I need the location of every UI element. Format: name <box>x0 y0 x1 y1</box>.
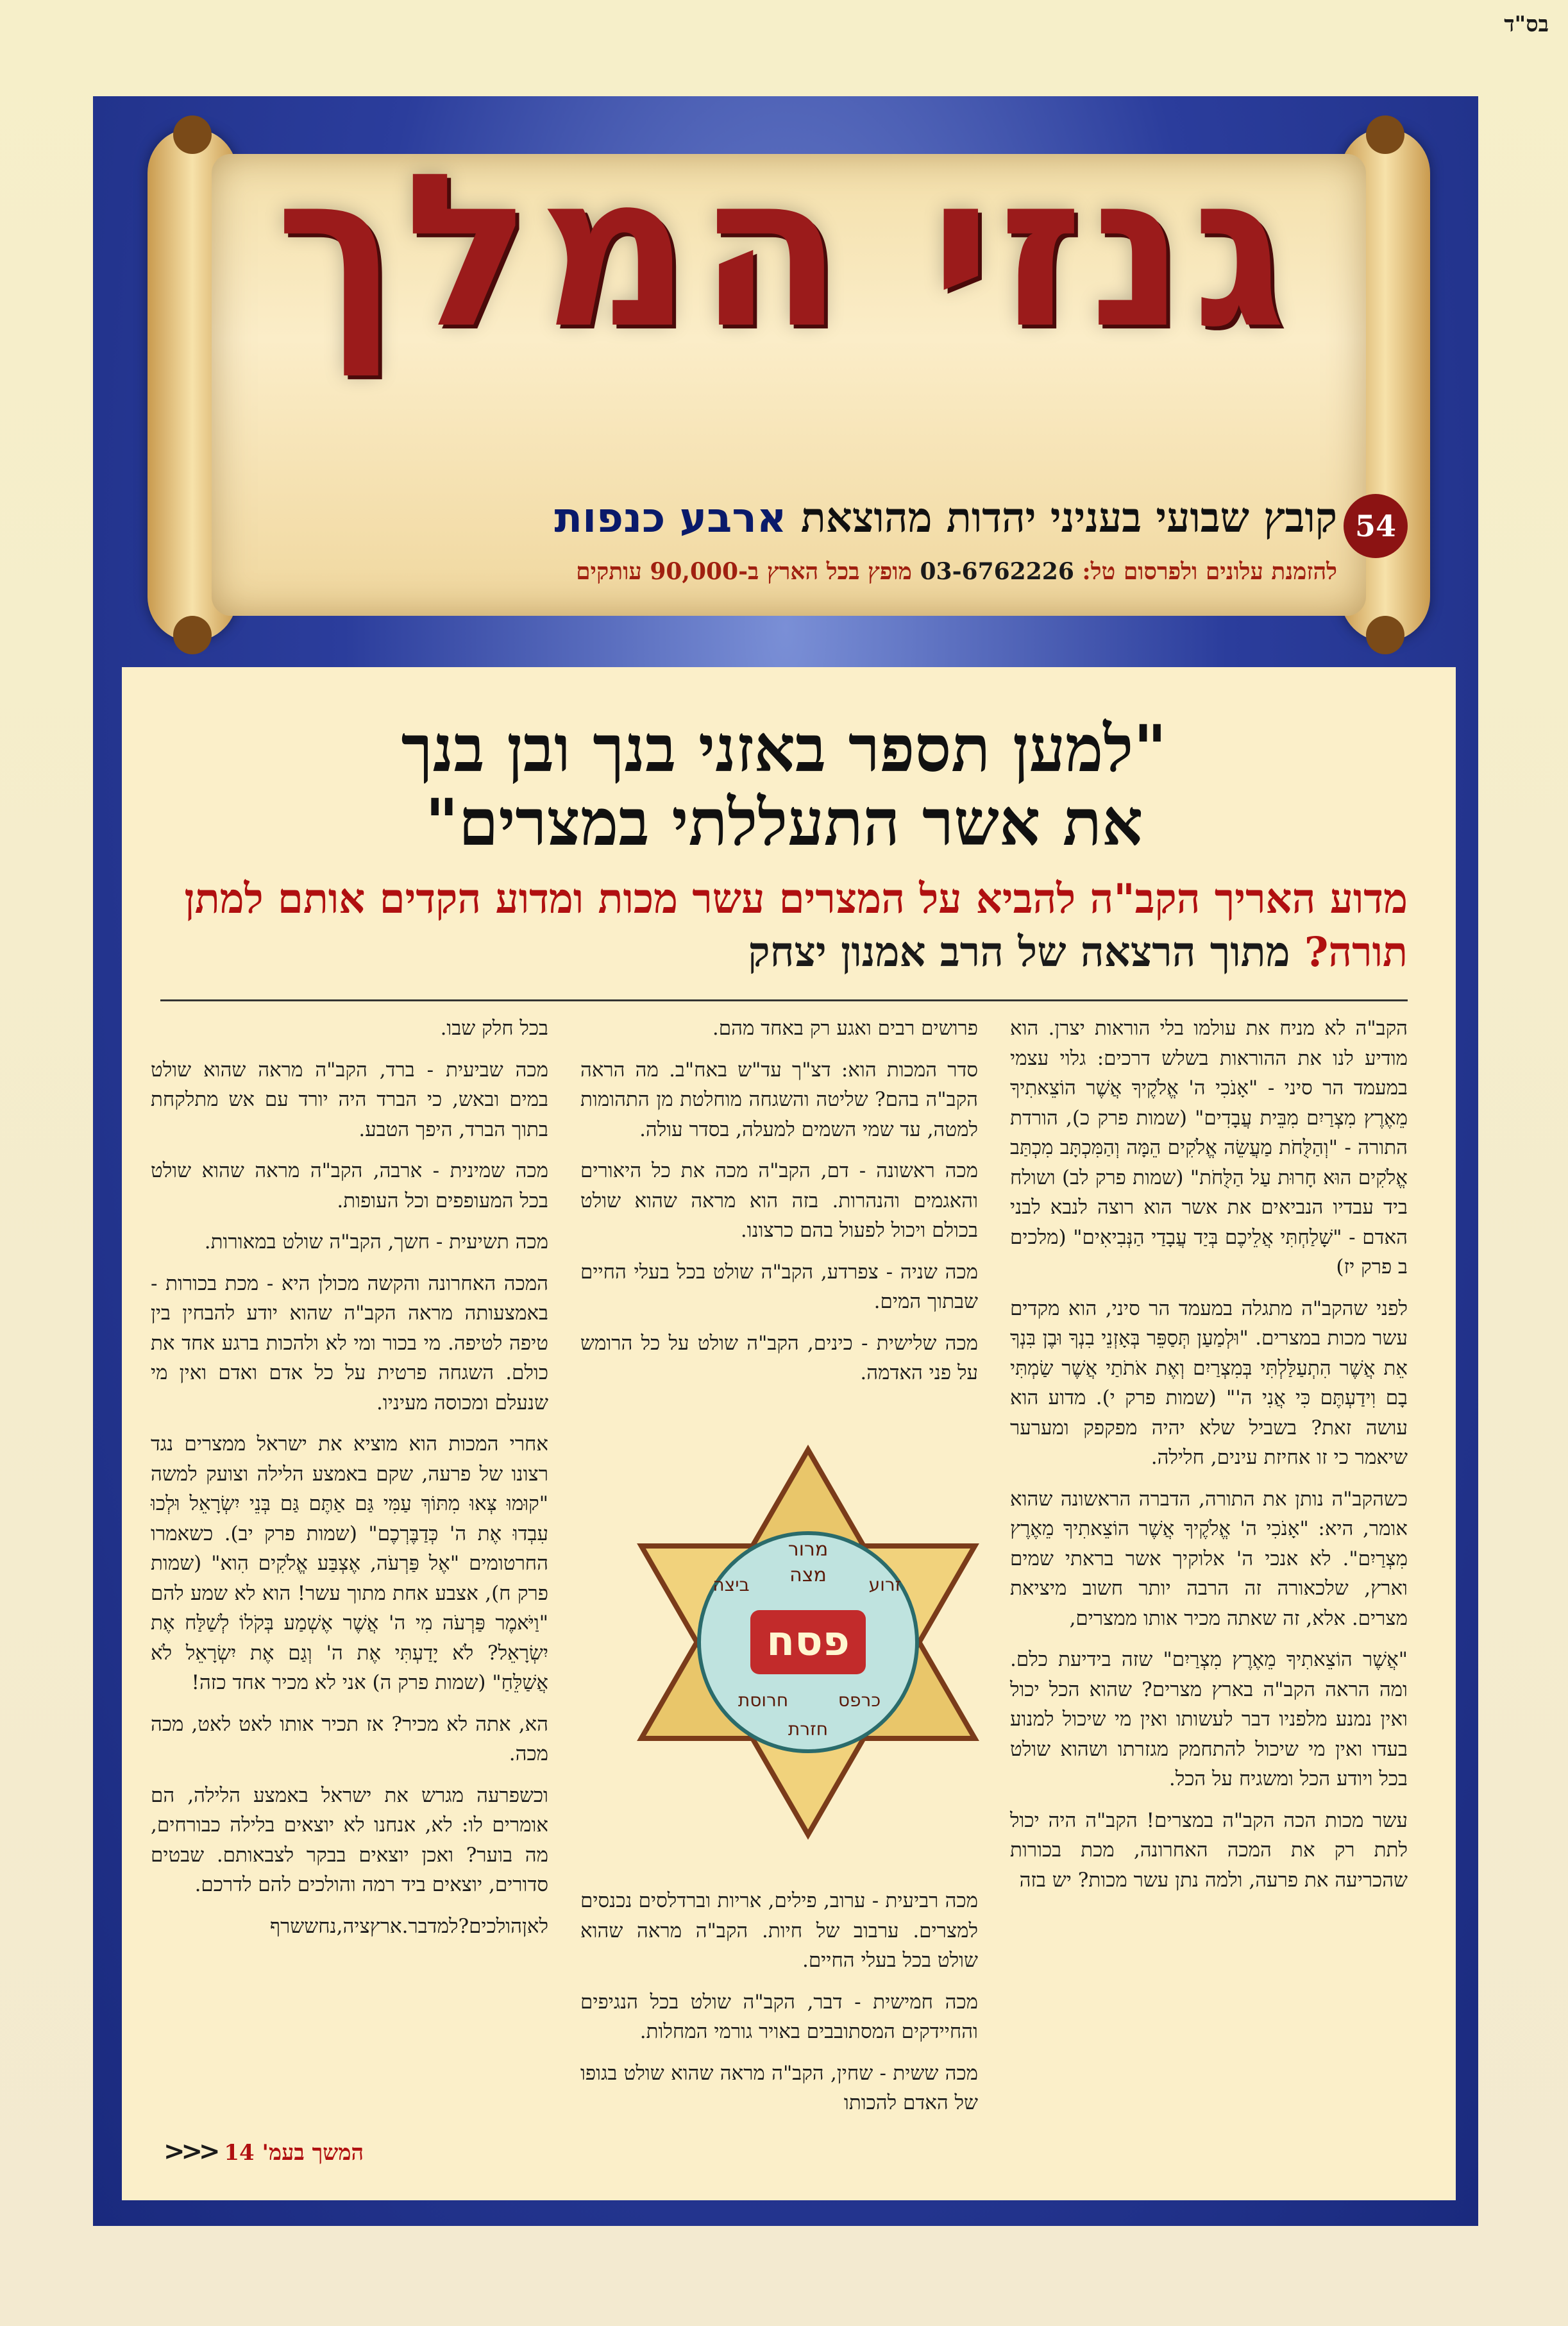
emblem-word: חרוסת <box>738 1690 789 1711</box>
paragraph: בכל חלק שבו. <box>440 1017 548 1040</box>
emblem-word: כרפס <box>838 1690 881 1711</box>
column-2-bottom <box>580 1886 978 2130</box>
paragraph: המכה האחרונה והקשה מכולן היא - מכת בכורות - באמצעותה מראה הקב"ה שהוא יודע להבחין בין טיפה לטיפה. מי בכור ומי לא ולהכות ברגע אחד את כולם. השגחה פרטית על כל אדם ואדם ואין מי שנעלם ומכוסה מעיניו. <box>151 1271 548 1414</box>
contact-phone: 03-6762226 <box>920 558 1074 585</box>
paragraph: מכה ראשונה - דם, הקב"ה מכה את כל היאורים והאגמים והנהרות. בזה הוא מראה שהוא שולט בכולם ויכול לפעול בהם כרצונו. <box>580 1159 978 1242</box>
passover-star-emblem <box>628 1443 988 1841</box>
subheadline-question: מדוע האריך הקב"ה להביא על המצרים עשר מכות ומדוע הקדים אותם למתן תורה? <box>184 875 1408 977</box>
subheadline <box>160 872 1408 979</box>
paragraph: אחרי המכות הוא מוציא את ישראל ממצרים נגד רצונו של פרעה, שקם באמצע הלילה וצועק למשה "קוּמוּ צְּאוּ מִתּוֹךְ עַמִּי גַּם אַתֶּם גַּם בְּנֵי יִשְׂרָאֵל וּלְכוּ עִבְדוּ אֶת ה' כְּדַבֶּרְכֶם" (שמות פרק יב). כשאמרו החרטומים "אֶל פַּרְעֹה, אֶצְבַּע אֱלֹקִים הִוא" (שמות פרק ח), אצבע אחת מתוך עשר! הוא לא שמע להם "וַיֹּאמֶר פַּרְעֹה מִי ה' אֲשֶׁר אֶשְׁמַע בְּקֹלוֹ לְשַׁלַּח אֶת יִשְׂרָאֵל? לֹא יָדַעְתִּי אֶת ה' וְגַם אֶת יִשְׂרָאֵל לֹא אֲשַׁלֵּחַ" (שמות פרק ה) אני לא מכיר אחד כזה! <box>151 1432 548 1694</box>
paragraph: מכה תשיעית - חשך, הקב"ה שולט במאורות. <box>204 1230 548 1253</box>
contact-prefix: להזמנת עלונים ולפרסום טל: <box>1082 558 1337 585</box>
paragraph: מכה רביעית - ערוב, פילים, אריות וברדלסים נכנסים למצרים. ערבוב של חיות. הקב"ה מראה שהוא שולט בכל בעלי החיים. <box>580 1889 978 1972</box>
emblem-word: פסח <box>766 1618 850 1665</box>
emblem-word: מרור <box>788 1538 829 1561</box>
paragraph: הקב"ה לא מניח את עולמו בלי הוראות יצרן. הוא מודיע לנו את ההוראות בשלש דרכים: גלוי עצמי במעמד הר סיני - "אָנֹכִי ה' אֱלֹקֶיךָ אֲשֶׁר הוֹצֵאתִיךָ מֵאֶרֶץ מִצְרַיִם מִבֵּית עֲבָדִים" (שמות פרק כ), הורדת התורה - "וְהַלֻּחֹת מַעֲשֵׂה אֱלֹקִים הֵמָּה וְהַמִּכְתָּב מִכְתַּב אֱלֹקִים הוּא חָרוּת עַל הַלֻּחֹת" (שמות פרק לב) ושולח ביד עבדיו הנביאים את אשר הוא רוצה לנבא לבני האדם - "שָׁלַחְתִּי אֲלֵיכֶם בְּיַד עֲבָדַי הַנְּבִיאִים" (מלכים ב פרק יז) <box>1010 1017 1408 1278</box>
continued-link[interactable] <box>164 2136 364 2166</box>
paragraph: מכה שניה - צפרדע, הקב"ה שולט בכל בעלי החיים שבתוך המים. <box>580 1260 978 1313</box>
byline: מתוך הרצאה של הרב אמנון יצחק <box>748 928 1290 977</box>
emblem-word: חזרת <box>788 1719 829 1740</box>
headline-line-2: את אשר התעללתי במצרים" <box>425 785 1143 860</box>
publisher-logo: ארבע כנפות <box>554 495 787 542</box>
paragraph: הא, אתה לא מכיר? אז תכיר אותו לאט לאט, מכה מכה. <box>151 1712 548 1765</box>
masthead-title: גנזי המלך <box>275 128 1293 375</box>
divider <box>160 999 1408 1001</box>
paragraph: לפני שהקב"ה מתגלה במעמד הר סיני, הוא מקדים עשר מכות במצרים. "וּלְמַעַן תְּסַפֵּר בְּאָזְנֵי בִנְךָ וּבֶן בִּנְךָ אֵת אֲשֶׁר הִתְעַלַּלְתִּי בְּמִצְרַיִם וְאֶת אֹתֹתַי אֲשֶׁר שַׂמְתִּי בָם וִידַעְתֶּם כִּי אֲנִי ה'" (שמות פרק י). מדוע הוא עושה זאת? בשביל שלא יהיה מפקפק ומערער שיאמר כי זו אחיזת עינים, חלילה. <box>1010 1296 1408 1469</box>
paragraph: סדר המכות הוא: דצ"ך עד"ש באח"ב. מה הראה הקב"ה בהם? שליטה והשגחה מוחלטת מן התהומות למטה, עד שמי השמים למעלה, בסדר עולה. <box>580 1058 978 1141</box>
masthead-subtitle <box>554 494 1337 542</box>
headline-line-1: "למען תספר באזני בנך ובן בנך <box>401 711 1167 786</box>
paragraph: כשהקב"ה נותן את התורה, הדברה הראשונה שהוא אומר, היא: "אָנֹכִי ה' אֱלֹקֶיךָ אֲשֶׁר הוֹצֵאתִיךָ מֵאֶרֶץ מִצְרַיִם". לא אנכי ה' אלוקיך אשר בראתי שמים וארץ, שלכאורה זה הרבה יותר חשוב מיציאת מצרים. אלא, זה שאתה מכיר אותו ממצרים, <box>1010 1487 1408 1630</box>
continued-text: המשך בעמ' 14 <box>224 2140 364 2166</box>
emblem-word: ביצה <box>712 1574 750 1595</box>
paragraph: מכה שביעית - ברד, הקב"ה מראה שהוא שולט במים ובאש, כי הברד היה יורד עם אש מתלקחת בתוך הברד, היפך הטבע. <box>151 1058 548 1141</box>
subtitle-text: קובץ שבועי בעניני יהדות מהוצאת <box>800 494 1337 542</box>
paragraph: "אֲשֶׁר הוֹצֵאתִיךָ מֵאֶרֶץ מִצְרַיִם" שזה בידיעת כלם. ומה הראה הקב"ה בארץ מצרים? שהוא הכל יכול ואין נמנע מלפניו דבר לעשותו ואין מי שיכול למנוע בעדו ואין מי שיכול להתחמק מגזרתו ושהוא שולט בכל ויודע הכל ומשגיח על הכל. <box>1010 1648 1408 1790</box>
paragraph: לאןהולכים?למדבר.ארץציה,נחששרף <box>270 1914 548 1938</box>
paragraph: מכה ששית - שחין, הקב"ה מראה שהוא שולט בגופו של האדם להכותו <box>580 2061 978 2114</box>
issue-number-badge: 54 <box>1344 494 1408 558</box>
paragraph: מכה חמישית - דבר, הקב"ה שולט בכל הנגיפים והחיידקים המסתובבים באויר גורמי המחלות. <box>580 1990 978 2043</box>
column-1 <box>1010 1014 1408 1906</box>
column-2 <box>580 1014 978 1400</box>
page-header-label: בס"ד <box>1504 12 1549 37</box>
paragraph: וכשפרעה מגרש את ישראל באמצע הלילה, הם אומרים לו: לא, אנחנו לא יוצאים בלילה כבורחים, מה בוער? ואכן יוצאים בבקר לצבאותם. שבטים סדורים, יוצאים ביד רמה והולכים להם לדרכם. <box>151 1783 548 1896</box>
emblem-word: זרוע <box>868 1574 902 1595</box>
paragraph: פרושים רבים ואגע רק באחד מהם. <box>712 1017 978 1040</box>
continued-arrows: <<< <box>164 2136 217 2166</box>
paragraph: מכה שמינית - ארבה, הקב"ה מראה שהוא שולט בכל המעופפים וכל העופות. <box>151 1159 548 1212</box>
paragraph: מכה שלישית - כינים, הקב"ה שולט על כל הרומש על פני האדמה. <box>580 1331 978 1384</box>
column-3 <box>151 1014 548 1953</box>
contact-line <box>576 558 1337 585</box>
contact-suffix: מופץ בכל הארץ ב-90,000 עותקים <box>576 558 912 585</box>
paragraph: עשר מכות הכה הקב"ה במצרים! הקב"ה היה יכול לתת רק את המכה האחרונה, מכת בכורות שהכריעה את פרעה, ולמה נתן עשר מכות? יש בזה <box>1010 1808 1408 1892</box>
emblem-word: מצה <box>789 1564 827 1586</box>
headline <box>148 712 1420 860</box>
